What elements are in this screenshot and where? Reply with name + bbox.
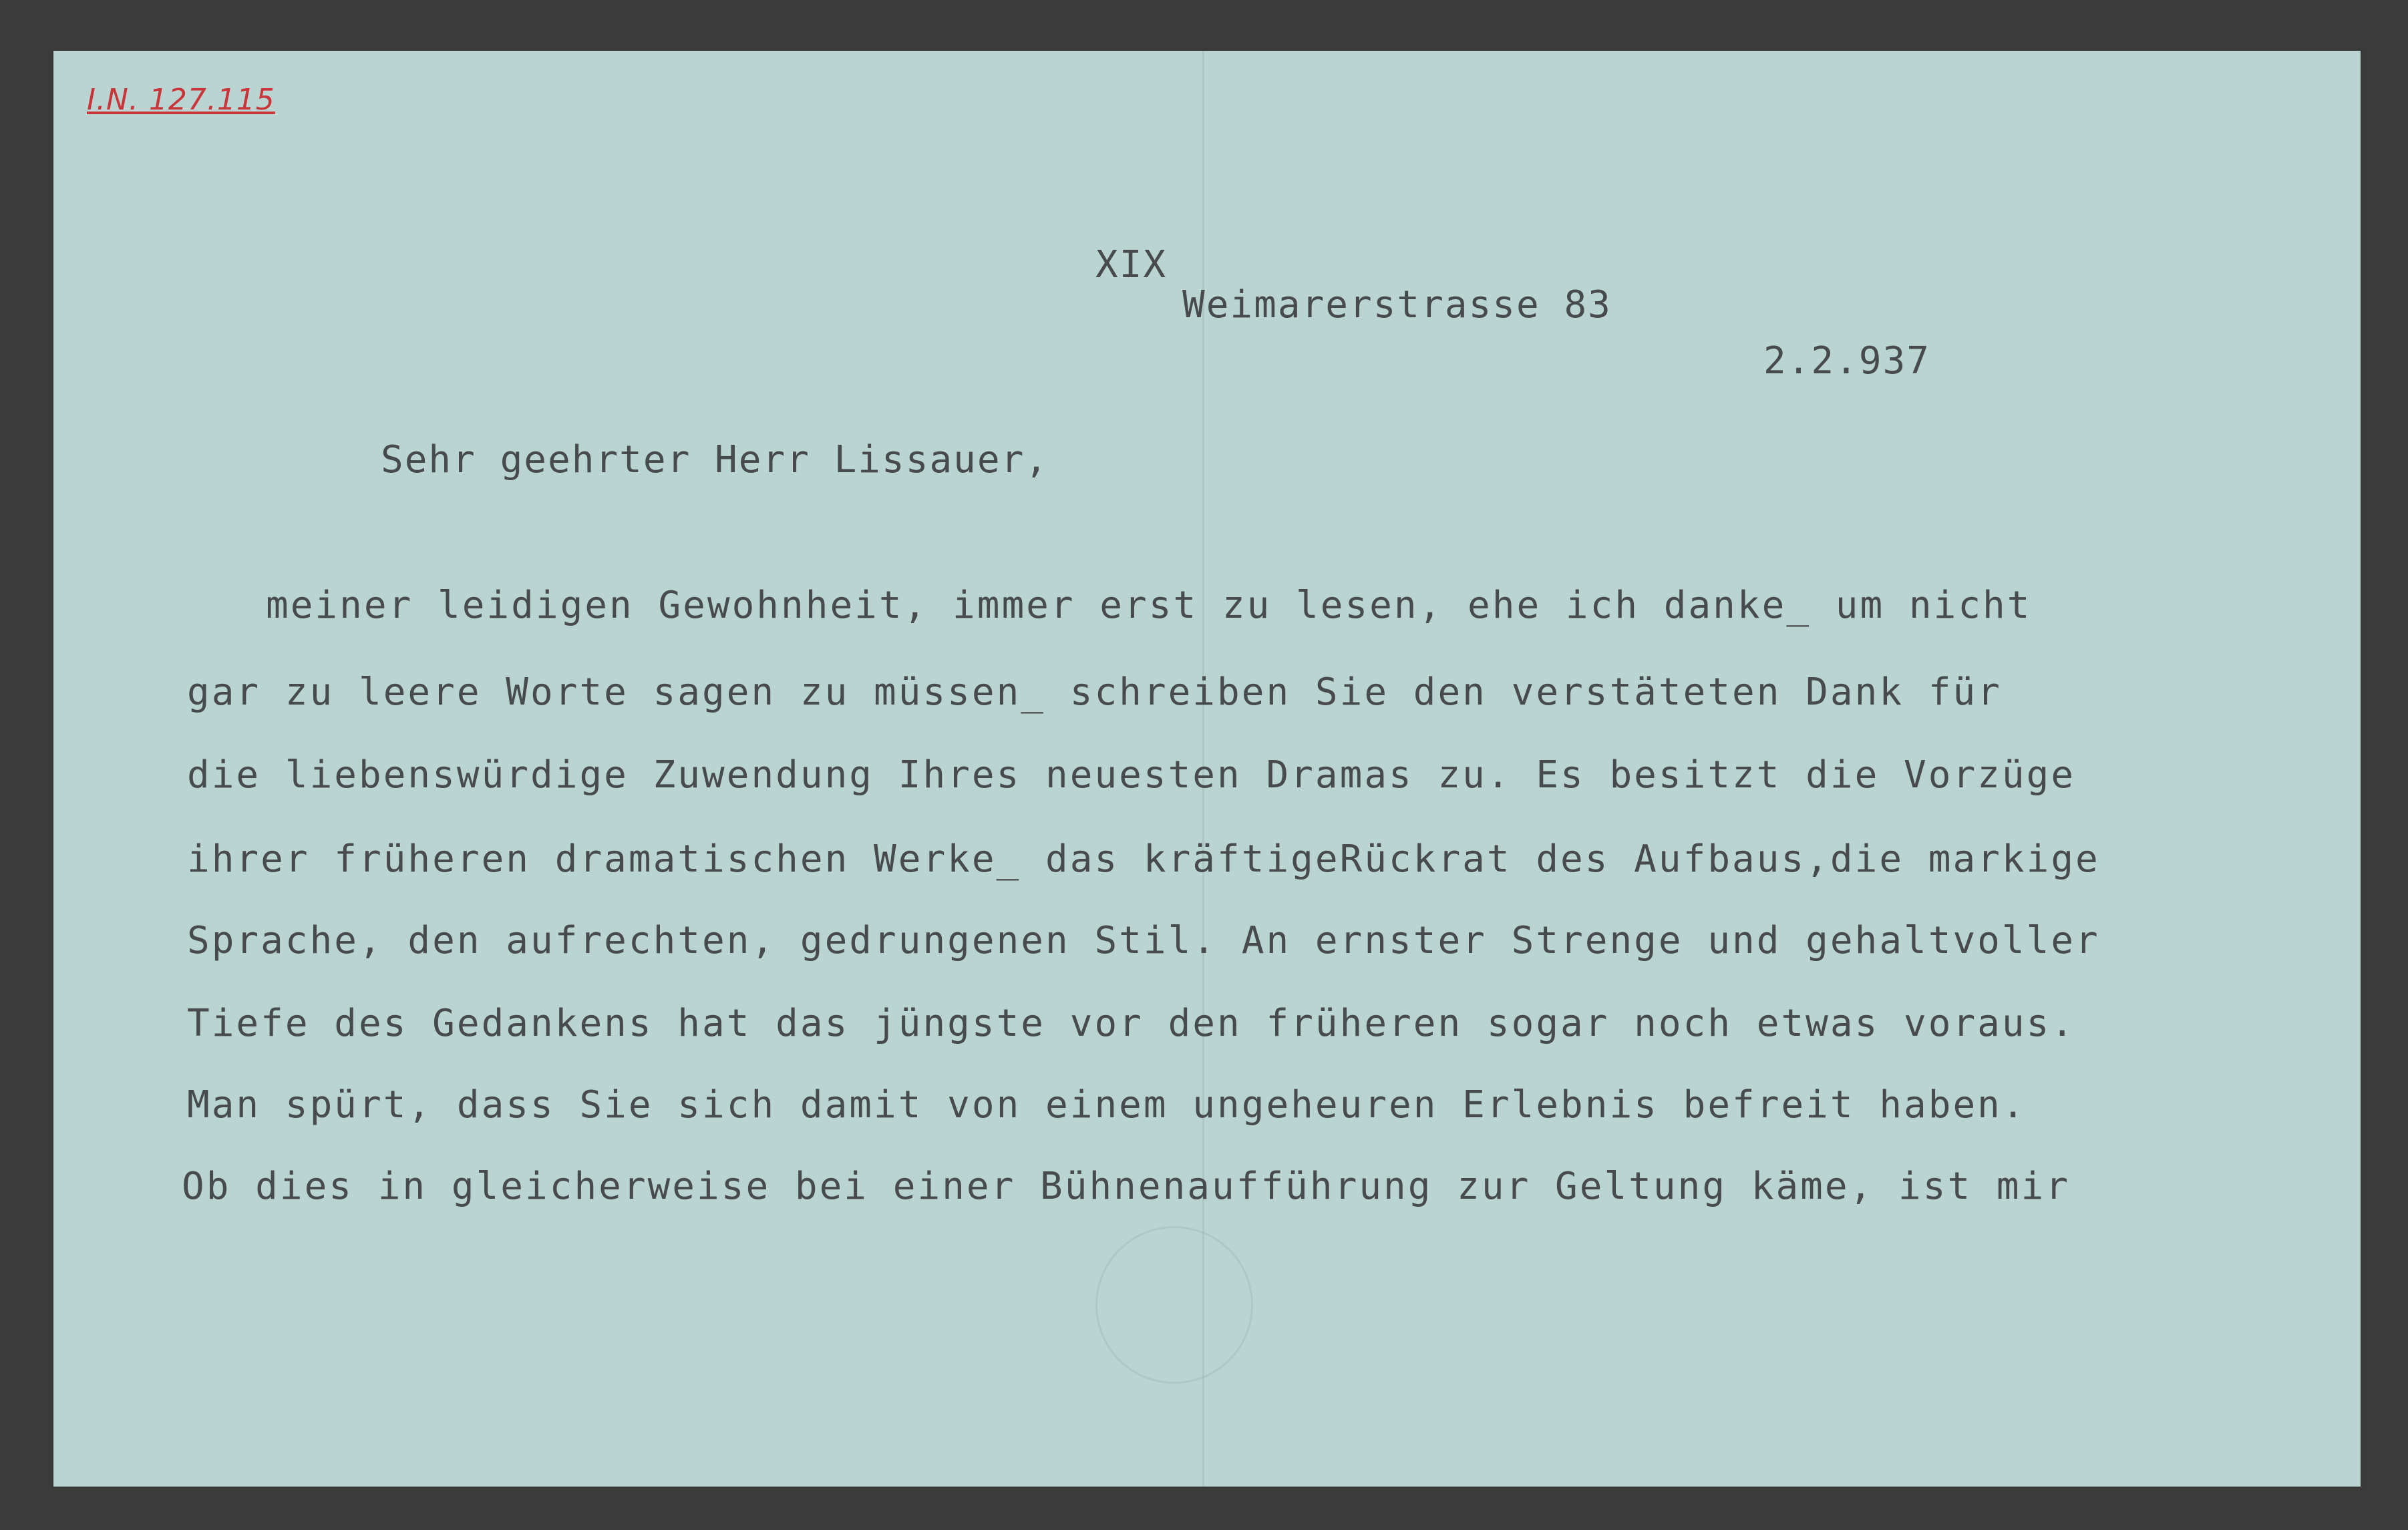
letter-sheet	[53, 51, 2361, 1487]
body-line: ihrer früheren dramatischen Werke_ das kräftigeRückrat des Aufbaus,die markige	[187, 837, 2100, 881]
body-line: die liebenswürdige Zuwendung Ihres neuesten Dramas zu. Es besitzt die Vorzüge	[187, 753, 2076, 797]
faint-stamp-impression	[1095, 1226, 1253, 1384]
body-line: gar zu leere Worte sagen zu müssen_ schreiben Sie den verstäteten Dank für	[187, 671, 2002, 714]
district-number: XIX	[1095, 243, 1168, 286]
body-line: meiner leidigen Gewohnheit, immer erst zu lesen, ehe ich danke_ um nicht	[266, 584, 2032, 627]
body-line: Ob dies in gleicherweise bei einer Bühnenaufführung zur Geltung käme, ist mir	[182, 1165, 2071, 1208]
body-line: Tiefe des Gedankens hat das jüngste vor den früheren sogar noch etwas voraus.	[187, 1002, 2076, 1045]
sender-address: Weimarerstrasse 83	[1182, 283, 1612, 327]
salutation: Sehr geehrter Herr Lissauer,	[381, 438, 1049, 482]
body-line: Man spürt, dass Sie sich damit von einem ungeheuren Erlebnis befreit haben.	[187, 1083, 2027, 1127]
body-line: Sprache, den aufrechten, gedrungenen Stil. An ernster Strenge und gehaltvoller	[187, 919, 2100, 962]
letter-date: 2.2.937	[1763, 339, 1931, 383]
archive-signature: I.N. 127.115	[87, 83, 275, 117]
